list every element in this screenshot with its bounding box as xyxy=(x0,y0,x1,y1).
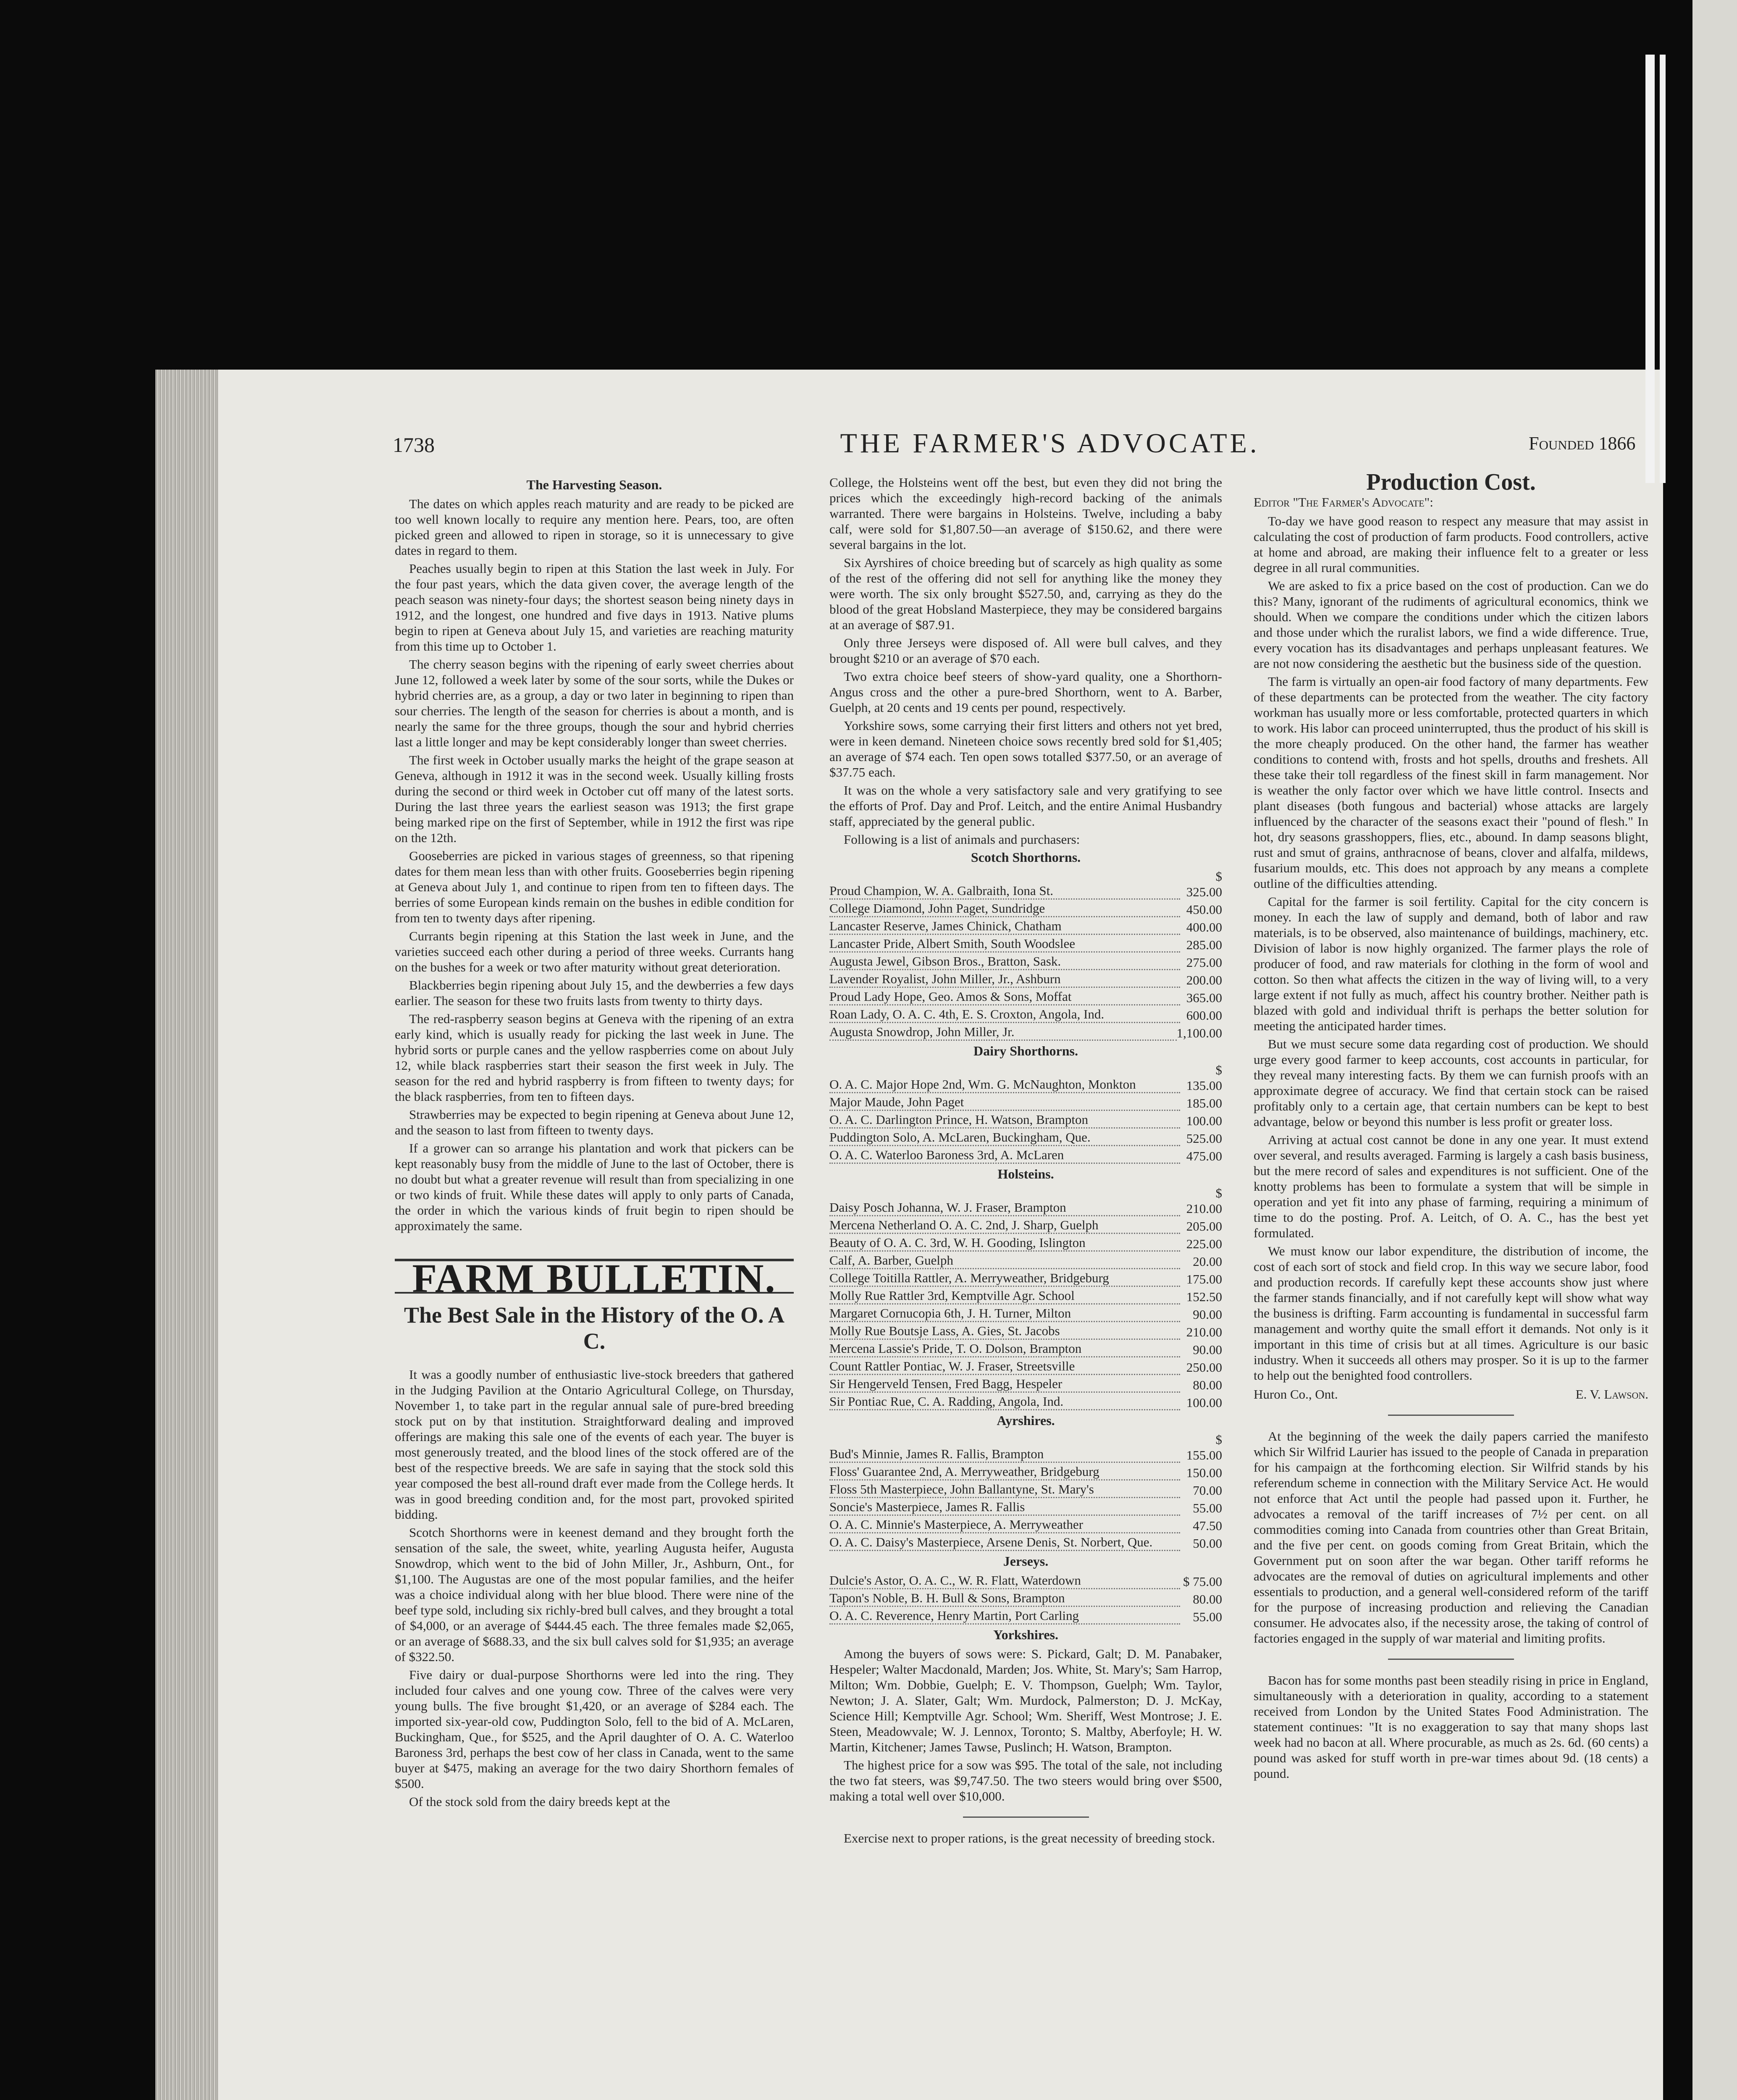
entry-price: 400.00 xyxy=(1186,920,1222,934)
sale-entry xyxy=(829,1185,1222,1216)
editor-line: Editor "The Farmer's Advocate": xyxy=(1254,495,1433,509)
entry-animal-buyer: Proud Lady Hope, Geo. Amos & Sons, Moffat xyxy=(829,989,1180,1005)
section-title: Jerseys. xyxy=(1003,1554,1049,1569)
sale-entry xyxy=(829,1464,1222,1480)
entry-price: $ 75.00 xyxy=(1183,1574,1222,1589)
paragraph: To-day we have good reason to respect any measure that may assist in calculating the cost of production of farm products. Food controllers, active at home and abroad, are making their influence felt to a greater or less degree in all rural communities. xyxy=(1254,514,1648,575)
entry-animal-buyer: Roan Lady, O. A. C. 4th, E. S. Croxton, Angola, Ind. xyxy=(829,1006,1180,1023)
sale-entry xyxy=(829,936,1222,953)
column-left xyxy=(395,475,794,1812)
sale-entry xyxy=(829,918,1222,935)
harvesting-heading: The Harvesting Season. xyxy=(526,477,662,492)
sale-entry xyxy=(829,869,1222,900)
entry-animal-buyer: Floss' Guarantee 2nd, A. Merryweather, Bridgeburg xyxy=(829,1464,1180,1480)
sale-entry xyxy=(829,1323,1222,1340)
sale-entry xyxy=(829,1147,1222,1164)
paragraph: Of the stock sold from the dairy breeds kept at the xyxy=(409,1794,670,1809)
sale-entry xyxy=(829,1235,1222,1252)
entry-animal-buyer: Sir Pontiac Rue, C. A. Radding, Angola, Ind. xyxy=(829,1394,1180,1410)
paragraph: The first week in October usually marks the height of the grape season at Geneva, although in 1912 it was in the second week. Usually killing frosts during the second or third week in October cut off many of the latest sorts. During the last three years the earliest season was 1913; the first grape being marked ripe on the first of September, while in 1912 the first was ripe on the 12th. xyxy=(395,753,794,845)
section-title: Dairy Shorthorns. xyxy=(973,1043,1078,1058)
entry-animal-buyer: O. A. C. Minnie's Masterpiece, A. Merryweather xyxy=(829,1517,1180,1533)
entry-animal-buyer: Soncie's Masterpiece, James R. Fallis xyxy=(829,1499,1180,1516)
paragraph: It was a goodly number of enthusiastic live-stock breeders that gathered in the Judging Pavilion at the Ontario Agricultural College, on Thursday, November 1, to take part in the regular annual sale of pure-bred breeding stock put on by that institution. Straightforward dealing and improved offerings are making this sale one of the events of each year. The buyer is most generously treated, and the blood lines of the stock offered are of the best of the respective breeds. We are safe in saying that the stock sold this year composed the best all-round draft ever made from the College herds. It was in good breeding condition and, for the most part, provoked spirited bidding. xyxy=(395,1367,794,1522)
sale-heading: The Best Sale in the History of the O. A C. xyxy=(404,1302,785,1354)
entry-animal-buyer: Margaret Cornucopia 6th, J. H. Turner, Milton xyxy=(829,1305,1180,1322)
entry-animal-buyer: Lancaster Reserve, James Chinick, Chatham xyxy=(829,918,1180,935)
entry-animal-buyer: Lavender Royalist, John Miller, Jr., Ashburn xyxy=(829,971,1180,988)
page-number: 1738 xyxy=(393,433,435,457)
sale-entry xyxy=(829,1376,1222,1393)
entry-animal-buyer: Augusta Jewel, Gibson Bros., Bratton, Sask. xyxy=(829,953,1180,970)
entry-price: 47.50 xyxy=(1193,1518,1222,1533)
filler-note: Exercise next to proper rations, is the great necessity of breeding stock. xyxy=(844,1831,1215,1845)
scanner-bar-top-2 xyxy=(1660,55,1666,483)
entry-price: 275.00 xyxy=(1186,955,1222,970)
paragraph: At the beginning of the week the daily papers carried the manifesto which Sir Wilfrid Laurier has issued to the people of Canada in preparation for his campaign at the forthcoming election. Sir Wilfrid stands by his referendum scheme in connection with the Military Service Act. He would not enforce that Act until the people had passed upon it. Further, he advocates a removal of the tariff increases of 7½ per cent. on all commodities coming into Canada from countries other than Great Britain, and the five per cent. on goods coming from Great Britain, which the Government put on soon after the war began. Other tariff reforms he advocates are the removal of duties on agricultural implements and other essentials to production, and a general well-considered reform of the tariff for the purpose of increasing production and relieving the Canadian consumer. He advocates also, if the necessity arose, the taking of control of factories engaged in the supply of war material and limiting profits. xyxy=(1254,1429,1648,1646)
sale-entry xyxy=(829,953,1222,970)
production-cost-heading: Production Cost. xyxy=(1366,469,1536,495)
paragraph: Only three Jerseys were disposed of. All were bull calves, and they brought $210 or an average of $70 each. xyxy=(829,635,1222,666)
entry-price: 450.00 xyxy=(1186,902,1222,917)
paragraph: We are asked to fix a price based on the cost of production. Can we do this? Many, ignorant of the rudiments of agricultural economics, think we should. When we compare the conditions under which the citizen labors and those under which the ruralist labors, we find a wide difference. True, every vocation has its disadvantages and perhaps unpleasant features. We are not now considering the aesthetic but the business side of the question. xyxy=(1254,578,1648,671)
entry-animal-buyer: O. A. C. Darlington Prince, H. Watson, Brampton xyxy=(829,1112,1180,1129)
sale-entry xyxy=(829,1270,1222,1287)
sale-entry xyxy=(829,1305,1222,1322)
scanner-bar-top-1 xyxy=(1645,55,1655,483)
entry-animal-buyer: Beauty of O. A. C. 3rd, W. H. Gooding, Islington xyxy=(829,1235,1180,1252)
entry-animal-buyer: Major Maude, John Paget xyxy=(829,1094,1180,1111)
sale-entry xyxy=(829,1217,1222,1234)
paragraph: Currants begin ripening at this Station the last week in June, and the varieties succeed each other during a period of three weeks. Currants hang on the bushes for a week or two after maturity without great deterioration. xyxy=(395,929,794,974)
entry-price: $ 210.00 xyxy=(1186,1186,1222,1216)
paragraph: Six Ayrshires of choice breeding but of scarcely as high quality as some of the rest of the offering did not sell for anything like the money they were worth. The six only brought $527.50, and, carrying as they do the blood of the great Hobsland Masterpiece, they may be considered bargains at an average of $87.91. xyxy=(829,555,1222,632)
signature-name: E. V. Lawson. xyxy=(1575,1387,1648,1402)
entry-price: 90.00 xyxy=(1193,1342,1222,1357)
paragraph: Peaches usually begin to ripen at this Station the last week in July. For the four past years, which the data given cover, the average length of the peach season was ninety-four days; the shortest season being ninety days in 1912, and the longest, one hundred and five days in 1913. Native plums begin to ripen at Geneva about July 15, and varieties are reaching maturity from this time up to October 1. xyxy=(395,561,794,654)
entry-price: $ 155.00 xyxy=(1186,1432,1222,1462)
farm-bulletin-heading: FARM BULLETIN. xyxy=(395,1259,794,1294)
signature-place: Huron Co., Ont. xyxy=(1254,1387,1338,1402)
paragraph: The red-raspberry season begins at Geneva with the ripening of an extra early kind, which is usually ready for picking the last week in June. The hybrid sorts or purple canes and the yellow raspberries come on about July 12, while black raspberries start their season the first week in July. The season for the red and hybrid raspberry is from fifteen to twenty days; for the black raspberries, from ten to fifteen days. xyxy=(395,1011,794,1104)
paragraph: Gooseberries are picked in various stages of greenness, so that ripening dates for them mean less than with other fruits. Gooseberries begin ripening at Geneva about July 1, and continue to ripen from ten to fifteen days. The berries of some European kinds remain on the bushes in edible condition for from ten to twenty days after ripening. xyxy=(395,848,794,925)
sale-entry xyxy=(829,1517,1222,1533)
entry-animal-buyer: Proud Champion, W. A. Galbraith, Iona St. xyxy=(829,883,1180,900)
entry-animal-buyer: Molly Rue Rattler 3rd, Kemptville Agr. School xyxy=(829,1288,1180,1305)
paragraph: Yorkshire sows, some carrying their first litters and others not yet bred, were in keen demand. Nineteen choice sows recently bred sold for $1,405; an average of $74 each. Ten open sows totalled $377.50, or an average of $37.75 each. xyxy=(829,718,1222,780)
entry-price: 525.00 xyxy=(1186,1131,1222,1146)
paragraph: College, the Holsteins went off the best, but even they did not bring the prices which the exceedingly high-record backing of the animals warranted. There were bargains in Holsteins. Twelve, including a baby calf, were sold for $1,807.50—an average of $150.62, and there were several bargains in the lot. xyxy=(829,475,1222,552)
sale-entry xyxy=(829,1590,1222,1607)
paragraph: Blackberries begin ripening about July 15, and the dewberries a few days earlier. The season for these two fruits lasts from twenty to thirty days. xyxy=(395,978,794,1008)
entry-animal-buyer: Mercena Lassie's Pride, T. O. Dolson, Brampton xyxy=(829,1341,1180,1357)
sale-entry xyxy=(829,1432,1222,1463)
entry-animal-buyer: Bud's Minnie, James R. Fallis, Brampton xyxy=(829,1446,1180,1463)
entry-price: 250.00 xyxy=(1186,1360,1222,1375)
entry-animal-buyer: Count Rattler Pontiac, W. J. Fraser, Streetsville xyxy=(829,1358,1180,1375)
paragraph: Strawberries may be expected to begin ripening at Geneva about June 12, and the season to last from fifteen to twenty days. xyxy=(395,1107,794,1137)
entry-animal-buyer: College Diamond, John Paget, Sundridge xyxy=(829,900,1180,917)
paragraph: But we must secure some data regarding cost of production. We should urge every good farmer to keep accounts, cost accounts in particular, for they reveal many interesting facts. By them we can furnish proofs with an approximate degree of accuracy. We find that certain stock can be raised profitably only to a certain age, that certain numbers can be kept to best advantage, below or beyond this number is less profit or greater loss. xyxy=(1254,1037,1648,1129)
facing-page-edge xyxy=(1692,0,1737,2100)
paragraph: Five dairy or dual-purpose Shorthorns were led into the ring. They included four calves and one young cow. Three of the calves were very young bulls. The five brought $1,420, or an average of $284 each. The imported six-year-old cow, Puddington Solo, fell to the bid of A. McLaren, Buckingham, Que., for $525, and the April daughter of O. A. C. Waterloo Baroness 3rd, perhaps the best cow of her class in Canada, went to the same buyer at $475, making an average for the two dairy Shorthorn females of $500. xyxy=(395,1667,794,1791)
entry-price: 100.00 xyxy=(1186,1395,1222,1410)
entry-price: 20.00 xyxy=(1193,1254,1222,1269)
entry-price: 200.00 xyxy=(1186,973,1222,987)
sale-entry xyxy=(829,1341,1222,1357)
entry-price: 80.00 xyxy=(1193,1378,1222,1392)
sale-list xyxy=(829,850,1222,1625)
paragraph: Bacon has for some months past been steadily rising in price in England, simultaneously with a deterioration in quality, according to a statement received from London by the United States Food Administration. The statement continues: "It is no exaggeration to say that many shops last week had no bacon at all. Where procurable, as much as 2s. 6d. (60 cents) a pound was asked for stuff worth in pre-war times about 9d. (18 cents) a pound. xyxy=(1254,1673,1648,1781)
paragraph: The cherry season begins with the ripening of early sweet cherries about June 12, followed a week later by some of the sour sorts, while the Dukes or hybrid cherries are, as a group, a day or two later in beginning to ripen than sour cherries. The length of the season for cherries is about a month, and is nearly the same for the three groups, though the sour and hybrid cherries last a little longer and may be kept considerably longer than sweet cherries. xyxy=(395,657,794,749)
section-title: Holsteins. xyxy=(997,1166,1054,1181)
entry-animal-buyer: Dulcie's Astor, O. A. C., W. R. Flatt, Waterdown xyxy=(829,1572,1180,1589)
sale-entry xyxy=(829,1252,1222,1269)
entry-price: 50.00 xyxy=(1193,1536,1222,1551)
divider xyxy=(1388,1415,1514,1416)
sale-entry xyxy=(829,1112,1222,1129)
paragraph: Following is a list of animals and purchasers: xyxy=(844,832,1080,847)
entry-price: 150.00 xyxy=(1186,1465,1222,1480)
entry-animal-buyer: O. A. C. Major Hope 2nd, Wm. G. McNaughton, Monkton xyxy=(829,1076,1180,1093)
entry-price: 210.00 xyxy=(1186,1325,1222,1339)
entry-price: $ 325.00 xyxy=(1186,869,1222,899)
divider xyxy=(963,1816,1089,1818)
sale-entry xyxy=(829,1358,1222,1375)
sale-entry xyxy=(829,1394,1222,1410)
column-middle xyxy=(829,475,1222,1848)
paragraph: Among the buyers of sows were: S. Pickard, Galt; D. M. Panabaker, Hespeler; Walter Macdonald, Marden; Jos. White, St. Mary's; Sam Harrop, Milton; Wm. Dobbie, Guelph; E. V. Thompson, Guelph; Wm. Taylor, Newton; J. A. Slater, Galt; Wm. Murdock, Palmerston; D. J. McKay, Science Hill; Kemptville Agr. School; Wm. Sheriff, West Montrose; J. E. Steen, Meadowvale; W. J. Lennox, Toronto; S. Maltby, Aberfoyle; H. W. Martin, Kitchener; James Tawse, Puslinch; H. Watson, Brampton. xyxy=(829,1646,1222,1754)
entry-animal-buyer: Augusta Snowdrop, John Miller, Jr. xyxy=(829,1024,1177,1041)
entry-price: 100.00 xyxy=(1186,1113,1222,1128)
entry-animal-buyer: Floss 5th Masterpiece, John Ballantyne, St. Mary's xyxy=(829,1481,1180,1498)
paragraph: It was on the whole a very satisfactory sale and very gratifying to see the efforts of Prof. Day and Prof. Leitch, and the entire Animal Husbandry staff, appreciated by the general public. xyxy=(829,783,1222,829)
entry-price: 205.00 xyxy=(1186,1219,1222,1234)
section-title: Yorkshires. xyxy=(993,1627,1058,1642)
entry-animal-buyer: Daisy Posch Johanna, W. J. Fraser, Brampton xyxy=(829,1200,1180,1216)
entry-animal-buyer: Mercena Netherland O. A. C. 2nd, J. Sharp, Guelph xyxy=(829,1217,1180,1234)
entry-animal-buyer: Sir Hengerveld Tensen, Fred Bagg, Hespeler xyxy=(829,1376,1180,1393)
entry-price: 90.00 xyxy=(1193,1307,1222,1322)
paragraph: Scotch Shorthorns were in keenest demand and they brought forth the sensation of the sale, the sweet, white, yearling Augusta heifer, Augusta Snowdrop, which went to the bid of John Miller, Jr., Ashburn, Ont., for $1,100. The Augustas are one of the most popular families, and the heifer was a choice individual along with her blue blood. There were nine of the beef type sold, including six richly-bred bull calves, and they brought a total of $4,000, or an average of $444.45 each. The three females made $2,065, or an average of $688.33, and the six bull calves sold for $1,935; an average of $322.50. xyxy=(395,1525,794,1664)
entry-animal-buyer: College Toitilla Rattler, A. Merryweather, Bridgeburg xyxy=(829,1270,1180,1287)
entry-price: 285.00 xyxy=(1186,937,1222,952)
entry-price: 80.00 xyxy=(1193,1592,1222,1606)
sale-entry xyxy=(829,1608,1222,1625)
entry-price: $ 135.00 xyxy=(1186,1063,1222,1093)
paragraph: Capital for the farmer is soil fertility. Capital for the city concern is money. In each the law of supply and demand, both of labor and raw materials, is to be observed, also maintenance of buildings, machinery, etc. Division of labor is now highly organized. The farmer plays the role of producer of food, and raw materials for clothing in the form of wool and cotton. So then what affects the citizen in the way of living will, to a very large extent if not fully as much, affect his country brother. Neither path is blazed with gold and individual thrift is perhaps the better solution for meeting the anticipated harder times. xyxy=(1254,894,1648,1033)
sale-entry xyxy=(829,1006,1222,1023)
signature xyxy=(1254,1386,1648,1402)
entry-price: 1,100.00 xyxy=(1176,1026,1222,1040)
divider xyxy=(1388,1659,1514,1660)
entry-animal-buyer: Tapon's Noble, B. H. Bull & Sons, Brampton xyxy=(829,1590,1180,1607)
entry-price: 55.00 xyxy=(1193,1501,1222,1515)
section-title: Scotch Shorthorns. xyxy=(971,850,1081,865)
entry-animal-buyer: O. A. C. Reverence, Henry Martin, Port Carling xyxy=(829,1608,1180,1625)
entry-animal-buyer: Molly Rue Boutsje Lass, A. Gies, St. Jacobs xyxy=(829,1323,1180,1340)
sale-entry xyxy=(829,1534,1222,1551)
sale-entry xyxy=(829,989,1222,1005)
paragraph: If a grower can so arrange his plantation and work that pickers can be kept reasonably busy from the middle of June to the last of October, there is no doubt but what a greater revenue will result than from specializing in one or two kinds of fruit. While these dates will apply to only parts of Canada, the order in which the various kinds of fruit begin to ripen should be approximately the same. xyxy=(395,1141,794,1233)
entry-price: 225.00 xyxy=(1186,1236,1222,1251)
sale-entry xyxy=(829,1024,1222,1041)
entry-animal-buyer: Puddington Solo, A. McLaren, Buckingham, Que. xyxy=(829,1129,1180,1146)
entry-animal-buyer: O. A. C. Daisy's Masterpiece, Arsene Denis, St. Norbert, Que. xyxy=(829,1534,1180,1551)
newspaper-masthead: THE FARMER'S ADVOCATE. xyxy=(840,428,1260,459)
section-title: Ayrshires. xyxy=(997,1413,1055,1428)
entry-price: 365.00 xyxy=(1186,990,1222,1005)
sale-entry xyxy=(829,971,1222,988)
founded-label: Founded 1866 xyxy=(1529,433,1636,454)
sale-entry xyxy=(829,900,1222,917)
sale-entry xyxy=(829,1129,1222,1146)
sale-entry xyxy=(829,1288,1222,1305)
sale-entry xyxy=(829,1094,1222,1111)
entry-animal-buyer: O. A. C. Waterloo Baroness 3rd, A. McLaren xyxy=(829,1147,1180,1164)
entry-price: 175.00 xyxy=(1186,1272,1222,1286)
sale-entry xyxy=(829,1572,1222,1589)
entry-price: 185.00 xyxy=(1186,1096,1222,1110)
paragraph: The dates on which apples reach maturity and are ready to be picked are too well known locally to require any mention here. Pears, too, are often picked green and allowed to ripen in storage, so it is unnecessary to give dates in regard to them. xyxy=(395,496,794,558)
paragraph: The highest price for a sow was $95. The total of the sale, not including the two fat steers, was $9,747.50. The two steers would bring over $500, making a total well over $10,000. xyxy=(829,1758,1222,1803)
entry-price: 600.00 xyxy=(1186,1008,1222,1023)
entry-price: 55.00 xyxy=(1193,1609,1222,1624)
entry-price: 152.50 xyxy=(1186,1289,1222,1304)
sale-entry xyxy=(829,1481,1222,1498)
sale-entry xyxy=(829,1062,1222,1093)
entry-price: 70.00 xyxy=(1193,1483,1222,1498)
column-right xyxy=(1254,469,1648,1784)
paragraph: Two extra choice beef steers of show-yard quality, one a Shorthorn-Angus cross and the other a pure-bred Shorthorn, went to A. Barber, Guelph, at 20 cents and 19 cents per pound, respectively. xyxy=(829,669,1222,715)
paragraph: The farm is virtually an open-air food factory of many departments. Few of these departments can be protected from the weather. The city factory workman has usually more or less comfortable, protected quarters in which to work. His labor can proceed uninterrupted, thus the product of his skill is the more cheaply produced. On the other hand, the farmer has weather conditions to contend with, frosts and hot spells, drouths and freshets. All these take their toll regardless of the finest skill in farm management. Nor is weather the only factor over which we have little control. Insects and plant diseases (both fungous and bacterial) whose attacks are largely influenced by the character of the seasons exact their "pound of flesh." In hot, dry seasons grasshoppers, flies, etc., abound. In damp seasons blight, rust and smut of grains, anthracnose of beans, clover and alfalfa, mildews, fusarium moulds, etc. This does not approach by any means a complete outline of the difficulties attending. xyxy=(1254,674,1648,891)
entry-price: 475.00 xyxy=(1186,1149,1222,1163)
sale-entry xyxy=(829,1499,1222,1516)
entry-animal-buyer: Lancaster Pride, Albert Smith, South Woodslee xyxy=(829,936,1180,953)
paragraph: We must know our labor expenditure, the distribution of income, the cost of each sort of stock and field crop. In this way we secure labor, food and production records. If carefully kept these accounts show just where the farmer stands financially, and if not carefully kept will show what way the business is drifting. Farm accounting is fundamental in successful farm management and worthy quite the small effort it demands. Not only is it important in this time of crisis but at all times. Agriculture is our basic industry. When it succeeds all others may prosper. So it is up to the farmer to help out the benighted food controllers. xyxy=(1254,1244,1648,1383)
paragraph: Arriving at actual cost cannot be done in any one year. It must extend over several, and results averaged. Farming is largely a cash basis business, but the mere record of sales and expenditures is not sufficient. One of the knotty problems has been to formulate a system that will be simple in operation and yet fit into any phase of farming, requiring a minimum of time to do the posting. Prof. A. Leitch, of O. A. C., has the best yet formulated. xyxy=(1254,1132,1648,1240)
entry-animal-buyer: Calf, A. Barber, Guelph xyxy=(829,1252,1180,1269)
